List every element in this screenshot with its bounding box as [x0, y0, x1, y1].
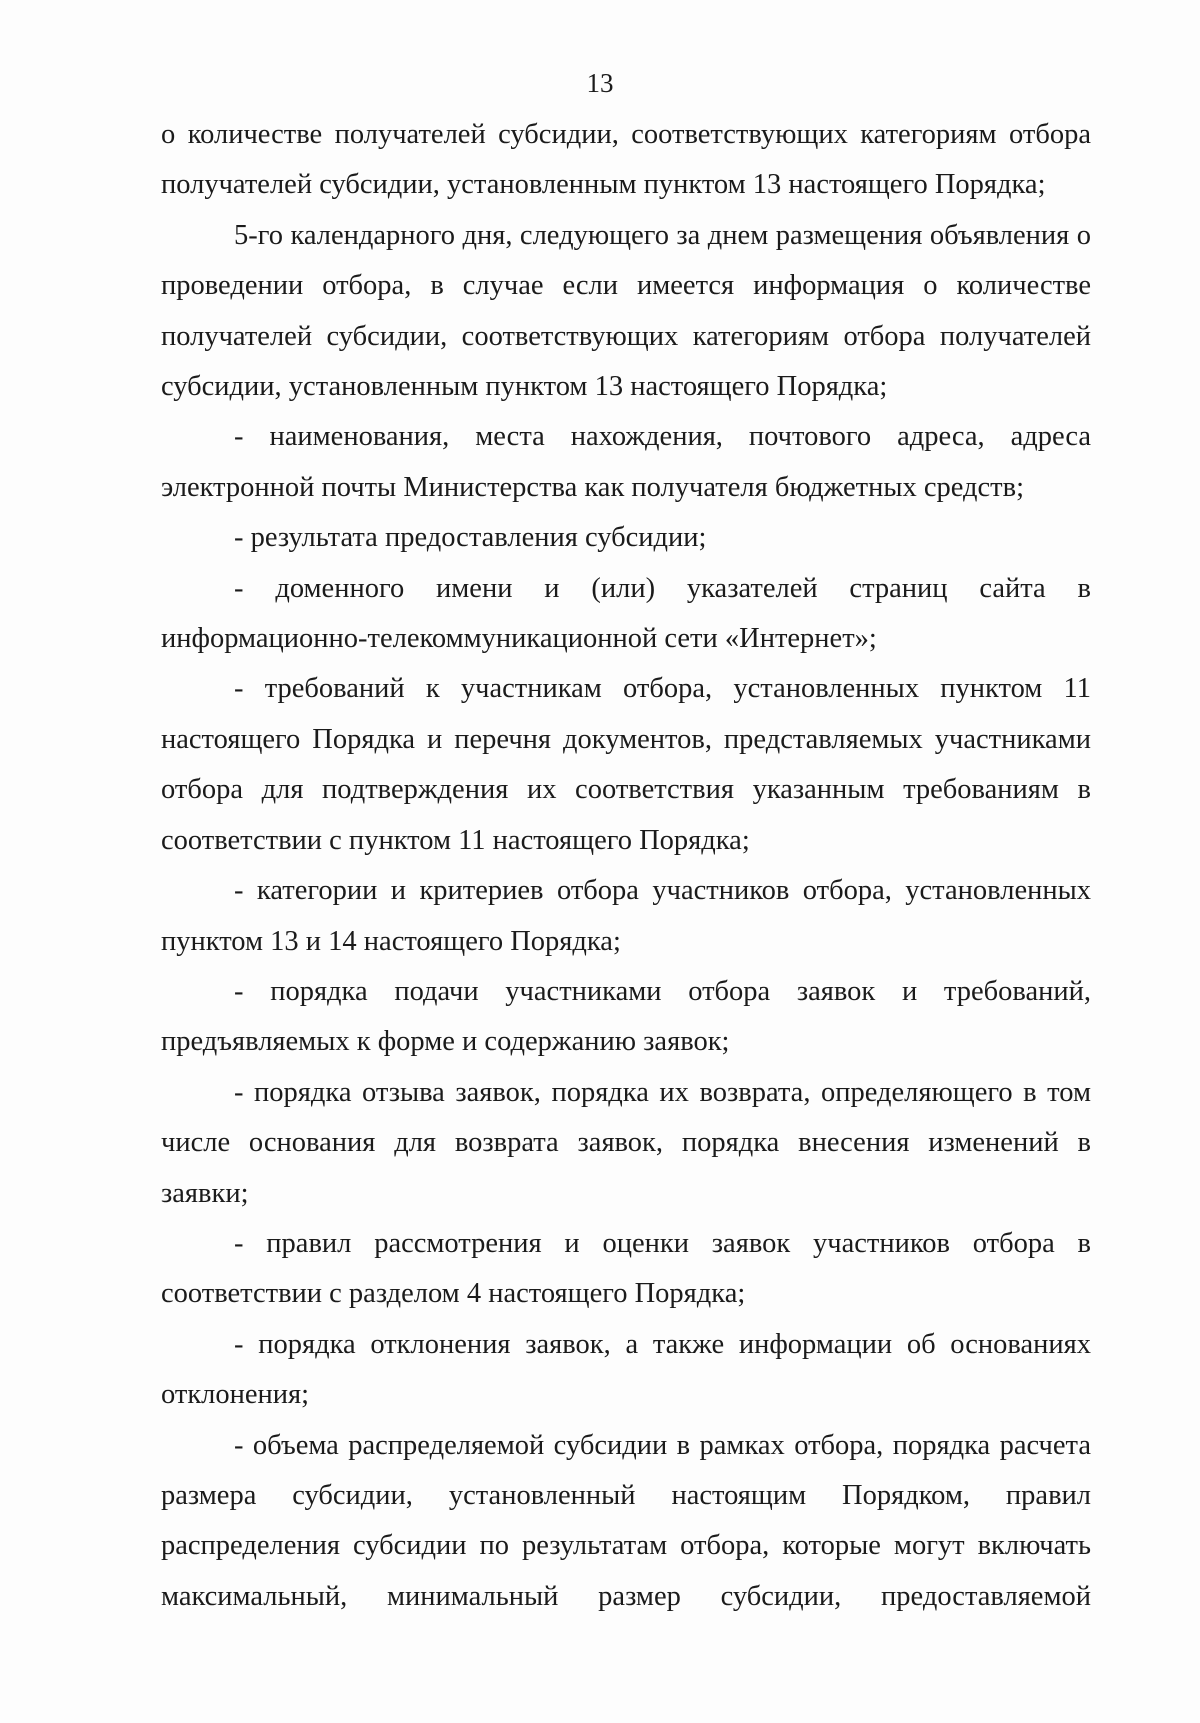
paragraph: - наименования, места нахождения, почтового адреса, адреса электронной почты Министерства как получателя бюджетных средств;: [161, 421, 1091, 503]
paragraph: - порядка подачи участниками отбора заявок и требований, предъявляемых к форме и содержанию заявок;: [161, 975, 1091, 1058]
paragraph: - категории и критериев отбора участников отбора, установленных пунктом 13 и 14 настоящего Порядка;: [161, 875, 1091, 957]
paragraph: о количестве получателей субсидии, соответствующих категориям отбора получателей субсидии, установленным пунктом 13 настоящего Порядка;: [161, 119, 1091, 201]
paragraph: 5-го календарного дня, следующего за днем размещения объявления о проведении отбора, в случае если имеется информация о количестве получателей субсидии, соответствующих категориям отбора получателей субсидии, установленным пунктом 13 настоящего Порядка;: [161, 219, 1091, 403]
paragraph: - требований к участникам отбора, установленных пунктом 11 настоящего Порядка и перечня документов, представляемых участниками отбора для подтверждения их соответствия указанным требованиям в соответствии с пунктом 11 настоящего Порядка;: [161, 673, 1091, 856]
paragraph: - порядка отклонения заявок, а также информации об основаниях отклонения;: [161, 1328, 1091, 1411]
paragraph: - правил рассмотрения и оценки заявок участников отбора в соответствии с разделом 4 настоящего Порядка;: [161, 1227, 1091, 1310]
paragraph: - результата предоставления субсидии;: [234, 522, 707, 554]
paragraph: - доменного имени и (или) указателей страниц сайта в информационно-телекоммуникационной сети «Интернет»;: [161, 572, 1091, 655]
paragraph: - порядка отзыва заявок, порядка их возврата, определяющего в том числе основания для возврата заявок, порядка внесения изменений в заявки;: [161, 1076, 1091, 1209]
paragraph: - объема распределяемой субсидии в рамках отбора, порядка расчета размера субсидии, установленный настоящим Порядком, правил распределения субсидии по результатам отбора, которые могут включать максимальный, минимальный размер субсидии, предоставляемой: [161, 1429, 1091, 1612]
page-number: 13: [586, 68, 614, 98]
document-body: [161, 110, 1091, 1622]
